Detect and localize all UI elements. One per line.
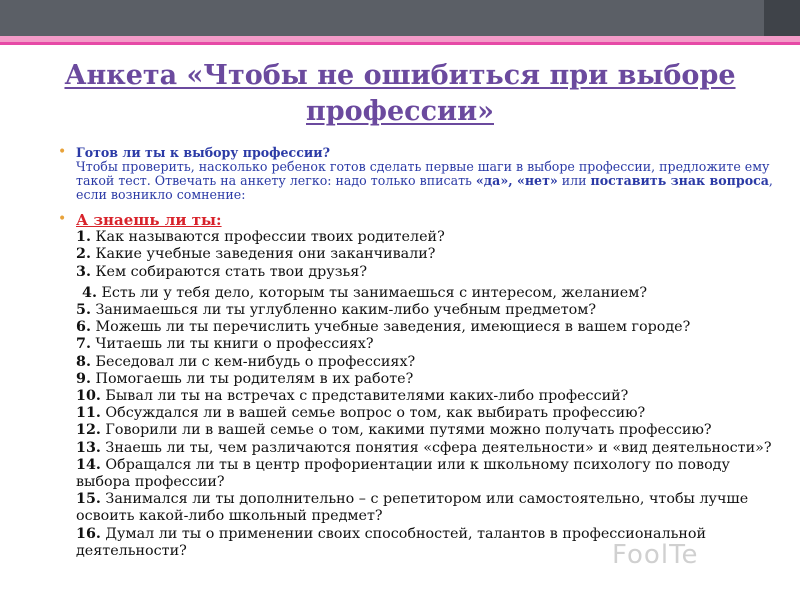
question-item: 3. Кем собираются стать твои друзья? — [76, 263, 367, 280]
content — [58, 146, 778, 560]
question-item: 12. Говорили ли в вашей семье о том, какими путями можно получать профессию? — [76, 422, 712, 439]
question-item: 14. Обращался ли ты в центр профориентации или к школьному психологу по поводу выбора профессии? — [76, 456, 730, 491]
question-item: 9. Помогаешь ли ты родителям в их работе? — [76, 370, 414, 387]
watermark-logo: FoolTe — [612, 540, 699, 570]
question-item: 10. Бывал ли ты на встречах с представителями каких-либо профессий? — [76, 388, 629, 405]
top-bar — [0, 0, 800, 36]
intro-paragraph — [58, 146, 778, 202]
page-title: Анкета «Чтобы не ошибиться при выборе профессии» — [64, 60, 736, 127]
question-item: 7. Читаешь ли ты книги о профессиях? — [76, 336, 374, 353]
question-item: 5. Занимаешься ли ты углубленно каким-либо учебным предметом? — [76, 302, 597, 319]
question-item: 15. Занимался ли ты дополнительно – с репетитором или самостоятельно, чтобы лучше освоить какой-либо школьный предмет? — [76, 491, 749, 525]
question-item: 6. Можешь ли ты перечислить учебные заведения, имеющиеся в вашем городе? — [76, 319, 691, 336]
question-item: 2. Какие учебные заведения они заканчивали? — [76, 246, 436, 263]
question-item: 1. Как называются профессии твоих родителей? — [76, 229, 445, 246]
magenta-stripe — [0, 42, 800, 45]
question-item: 4. Есть ли у тебя дело, которым ты занимаешься с интересом, желанием? — [82, 284, 648, 301]
question-item: 13. Знаешь ли ты, чем различаются понятия «сфера деятельности» и «вид деятельности»? — [76, 439, 772, 456]
section-heading: А знаешь ли ты: — [76, 211, 222, 229]
top-bar-accent — [764, 0, 800, 36]
bullet-icon: • — [58, 211, 67, 227]
intro-text: Чтобы проверить, насколько ребенок готов сделать первые шаги в выборе профессии, предложите ему такой тест. Отвечать на анкету легко: надо только вписать «да», «нет» или поставить знак вопроса, если возникло сомнение: — [76, 159, 773, 202]
intro-heading: Готов ли ты к выбору профессии? — [76, 145, 330, 160]
questions-section — [58, 212, 778, 560]
question-item: 11. Обсуждался ли в вашей семье вопрос о том, как выбирать профессию? — [76, 405, 646, 422]
bullet-icon: • — [58, 144, 67, 160]
question-item: 16. Думал ли ты о применении своих способностей, талантов в профессиональной деятельности? — [76, 525, 707, 559]
question-item: 8. Беседовал ли с кем-нибудь о профессиях? — [76, 353, 416, 370]
